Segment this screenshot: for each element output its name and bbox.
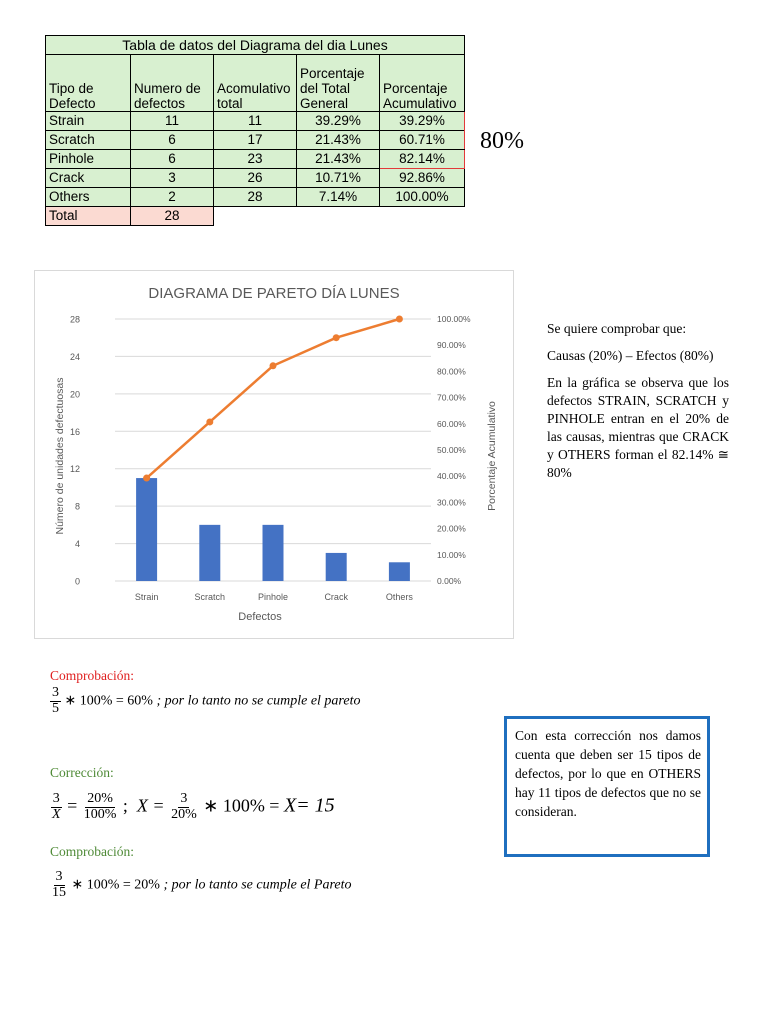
cell-cum-percent: 39.29% bbox=[380, 112, 465, 131]
y2-tick-label: 100.00% bbox=[437, 314, 471, 324]
cell-type: Crack bbox=[46, 169, 131, 188]
eighty-percent-note: 80% bbox=[480, 128, 524, 154]
y2-tick-label: 30.00% bbox=[437, 497, 466, 508]
y2-tick-label: 0.00% bbox=[437, 576, 462, 586]
cell-percent: 10.71% bbox=[297, 169, 380, 188]
fraction: $\frac{3}{X}$ bbox=[52, 791, 61, 822]
y2-tick-label: 40.00% bbox=[437, 471, 466, 482]
total-label: Total bbox=[46, 207, 131, 226]
pareto-chart bbox=[34, 270, 514, 639]
cell-cum-percent: 60.71% bbox=[380, 131, 465, 150]
y-tick-label: 8 bbox=[74, 501, 80, 512]
y2-tick-label: 10.00% bbox=[437, 549, 466, 560]
y-tick-label: 4 bbox=[74, 539, 80, 550]
y-tick-label: 0 bbox=[74, 576, 80, 587]
bar-others bbox=[389, 562, 410, 581]
x-tick-label: Pinhole bbox=[257, 592, 289, 602]
cell-percent: 7.14% bbox=[297, 188, 380, 207]
y-tick-label: 28 bbox=[69, 314, 80, 325]
bar-scratch bbox=[199, 525, 220, 581]
equation-1: $\frac{3}{5}$ ∗ 100% = 60% ; por lo tanto no se cumple el pareto bbox=[52, 685, 361, 716]
cell-type: Strain bbox=[46, 112, 131, 131]
explanation-p2: Causas (20%) – Efectos (80%) bbox=[547, 348, 714, 363]
table-row bbox=[46, 169, 465, 188]
cell-count: 6 bbox=[131, 131, 214, 150]
y-tick-label: 20 bbox=[69, 389, 80, 400]
y-tick-label: 12 bbox=[69, 464, 80, 475]
cell-type: Scratch bbox=[46, 131, 131, 150]
fraction: $\frac{20\%}{100\%}$ bbox=[83, 791, 117, 822]
cell-percent: 21.43% bbox=[297, 131, 380, 150]
x-tick-label: Others bbox=[385, 592, 413, 602]
correction-label: Corrección: bbox=[50, 765, 114, 780]
y2-tick-label: 60.00% bbox=[437, 418, 466, 429]
y2-tick-label: 20.00% bbox=[437, 523, 466, 534]
cell-percent: 39.29% bbox=[297, 112, 380, 131]
check1-label: Comprobación: bbox=[50, 668, 134, 683]
cell-count: 6 bbox=[131, 150, 214, 169]
explanation-p1: Se quiere comprobar que: bbox=[547, 321, 687, 336]
correction-note-box: Con esta corrección nos damos cuenta que deben ser 15 tipos de defectos, por lo que en OTHERS hay 11 tipos de defectos que no se consideran. bbox=[504, 716, 710, 857]
cell-cumulative: 11 bbox=[214, 112, 297, 131]
y2-tick-label: 70.00% bbox=[437, 392, 466, 403]
cell-cum-percent: 82.14% bbox=[380, 150, 465, 169]
bar-pinhole bbox=[263, 525, 284, 581]
cumulative-point-scratch bbox=[206, 418, 213, 425]
cell-count: 2 bbox=[131, 188, 214, 207]
x-tick-label: Scratch bbox=[194, 592, 226, 602]
y-tick-label: 24 bbox=[69, 351, 80, 362]
fraction: $\frac{3}{5}$ bbox=[52, 685, 59, 716]
chart-title: DIAGRAMA DE PARETO DÍA LUNES bbox=[148, 285, 400, 302]
bar-strain bbox=[136, 478, 157, 581]
y-tick-label: 16 bbox=[69, 426, 80, 437]
table-title: Tabla de datos del Diagrama del dia Lunes bbox=[46, 36, 465, 55]
cell-count: 3 bbox=[131, 169, 214, 188]
header-porcentaje-acumulativo: Porcentaje Acumulativo bbox=[380, 55, 465, 112]
table-row bbox=[46, 150, 465, 169]
total-value: 28 bbox=[131, 207, 214, 226]
cumulative-point-strain bbox=[143, 475, 150, 482]
pareto-chart-svg bbox=[35, 271, 513, 638]
table-row bbox=[46, 112, 465, 131]
header-numero-defectos: Numero de defectos bbox=[131, 55, 214, 112]
explanation-p3: En la gráfica se observa que los defectos STRAIN, SCRATCH y PINHOLE entran en el 20% de las causas, mientras que CRACK y OTHERS forman el 82.14% ≅ 80% bbox=[547, 375, 729, 480]
cell-type: Others bbox=[46, 188, 131, 207]
cumulative-line bbox=[147, 319, 400, 478]
table-row bbox=[46, 131, 465, 150]
cell-type: Pinhole bbox=[46, 150, 131, 169]
cumulative-point-crack bbox=[333, 334, 340, 341]
cell-cum-percent: 100.00% bbox=[380, 188, 465, 207]
fraction: $\frac{3}{20\%}$ bbox=[171, 791, 197, 822]
bar-crack bbox=[326, 553, 347, 581]
x-result: X= 15 bbox=[283, 794, 335, 817]
defects-data-table bbox=[45, 35, 465, 226]
fraction: $\frac{3}{15}$ bbox=[52, 869, 66, 900]
header-acomulativo-total: Acomulativo total bbox=[214, 55, 297, 112]
table-row bbox=[46, 188, 465, 207]
header-porcentaje-total: Porcentaje del Total General bbox=[297, 55, 380, 112]
cumulative-point-pinhole bbox=[270, 362, 277, 369]
check2-label: Comprobación: bbox=[50, 844, 134, 859]
cell-cum-percent: 92.86% bbox=[380, 169, 465, 188]
cumulative-point-others bbox=[396, 316, 403, 323]
equation-2: $\frac{3}{X}$ = $\frac{20\%}{100\%}$ ; X = $\frac{3}{20\%}$ ∗ 100% = X= 15 bbox=[52, 791, 335, 822]
cell-cumulative: 26 bbox=[214, 169, 297, 188]
y2-tick-label: 90.00% bbox=[437, 340, 466, 351]
x-tick-label: Strain bbox=[134, 592, 159, 602]
header-tipo-defecto: Tipo de Defecto bbox=[46, 55, 131, 112]
cell-cumulative: 23 bbox=[214, 150, 297, 169]
explanation-text bbox=[547, 320, 729, 491]
y2-tick-label: 50.00% bbox=[437, 445, 466, 455]
y-axis-label: Número de unidades defectuosas bbox=[54, 377, 66, 535]
cell-cumulative: 17 bbox=[214, 131, 297, 150]
x-tick-label: Crack bbox=[324, 592, 348, 602]
cell-percent: 21.43% bbox=[297, 150, 380, 169]
cell-count: 11 bbox=[131, 112, 214, 131]
y2-tick-label: 80.00% bbox=[437, 366, 466, 377]
equation-3: $\frac{3}{15}$ ∗ 100% = 20% ; por lo tanto se cumple el Pareto bbox=[52, 869, 352, 900]
x-axis-label: Defectos bbox=[238, 611, 282, 623]
table-total-row bbox=[46, 207, 465, 226]
y2-axis-label: Porcentaje Acumulativo bbox=[486, 401, 498, 511]
cell-cumulative: 28 bbox=[214, 188, 297, 207]
